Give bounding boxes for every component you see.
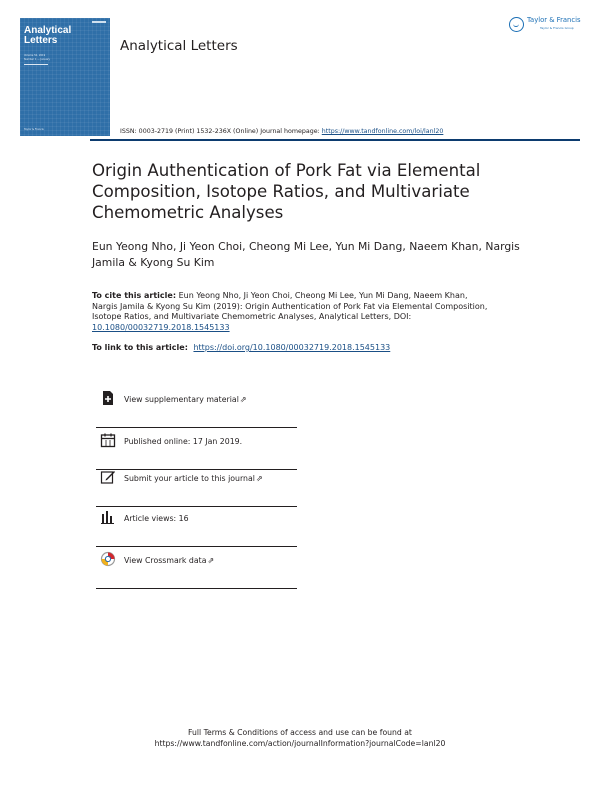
row-divider bbox=[96, 427, 297, 428]
journal-homepage-link[interactable]: https://www.tandfonline.com/loi/lanl20 bbox=[321, 128, 444, 135]
issn-line bbox=[120, 128, 443, 135]
edit-icon bbox=[100, 469, 116, 485]
external-link-icon: ⇗ bbox=[239, 395, 247, 404]
article-doi-link[interactable]: https://doi.org/10.1080/00032719.2018.1545133 bbox=[193, 343, 391, 352]
submit-link[interactable] bbox=[124, 474, 263, 483]
footer bbox=[0, 727, 600, 749]
info-row-published bbox=[96, 432, 297, 470]
info-row-submit[interactable] bbox=[96, 469, 297, 507]
published-date: Published online: 17 Jan 2019. bbox=[124, 437, 243, 446]
cover-divider bbox=[24, 64, 48, 65]
calendar-icon bbox=[100, 432, 116, 448]
row-divider bbox=[96, 546, 297, 547]
crossmark-label: View Crossmark data bbox=[124, 556, 207, 565]
external-link-icon: ⇗ bbox=[207, 556, 215, 565]
citation-block bbox=[92, 291, 492, 333]
link-line bbox=[92, 343, 390, 352]
row-divider bbox=[96, 506, 297, 507]
info-row-supplementary[interactable] bbox=[96, 390, 297, 428]
article-title[interactable]: Origin Authentication of Pork Fat via Elemental Composition, Isotope Ratios, and Multivariate Chemometric Analyses bbox=[92, 161, 481, 222]
cite-text: Eun Yeong Nho, Ji Yeon Choi, Cheong Mi Lee, Yun Mi Dang, Naeem Khan, Nargis Jamila & Kyong Su Kim (2019): Origin Authentication of Pork Fat via Elemental Composition, Isotope Ratios, and Multivariate Chemometric Analyses, Analytical Letters, DOI: bbox=[92, 291, 488, 322]
journal-name[interactable]: Analytical Letters bbox=[120, 38, 238, 54]
external-link-icon: ⇗ bbox=[255, 474, 263, 483]
issn-text: ISSN: 0003-2719 (Print) 1532-236X (Online) Journal homepage: bbox=[120, 128, 320, 135]
submit-label: Submit your article to this journal bbox=[124, 474, 255, 483]
link-label: To link to this article: bbox=[92, 343, 188, 352]
footer-terms-link[interactable]: https://www.tandfonline.com/action/journalInformation?journalCode=lanl20 bbox=[154, 739, 446, 748]
article-views: Article views: 16 bbox=[124, 514, 189, 523]
supplementary-label: View supplementary material bbox=[124, 395, 239, 404]
crossmark-link[interactable] bbox=[124, 556, 214, 565]
info-row-views bbox=[96, 509, 297, 547]
document-plus-icon bbox=[100, 390, 116, 406]
crossmark-icon bbox=[100, 551, 116, 567]
row-divider bbox=[96, 588, 297, 589]
cite-label: To cite this article: bbox=[92, 291, 177, 300]
info-row-crossmark[interactable] bbox=[96, 551, 297, 589]
bar-chart-icon bbox=[100, 509, 116, 525]
publisher-logo[interactable] bbox=[509, 16, 585, 38]
publisher-name: Taylor & Francis bbox=[527, 16, 581, 24]
cover-volume: Volume 52, 2019 bbox=[24, 54, 46, 57]
cover-title: Analytical Letters bbox=[24, 25, 72, 46]
cover-publisher: Taylor & Francis bbox=[24, 128, 44, 131]
header-divider bbox=[90, 139, 580, 141]
article-authors: Eun Yeong Nho, Ji Yeon Choi, Cheong Mi Lee, Yun Mi Dang, Naeem Khan, Nargis Jamila & Kyong Su Kim bbox=[92, 240, 520, 269]
cover-tag bbox=[92, 21, 106, 23]
journal-cover bbox=[20, 18, 110, 136]
publisher-tagline: Taylor & Francis Group bbox=[540, 26, 574, 30]
supplementary-link[interactable] bbox=[124, 395, 247, 404]
publisher-logo-icon bbox=[509, 17, 524, 32]
cite-doi-link[interactable]: 10.1080/00032719.2018.1545133 bbox=[92, 322, 230, 332]
cover-number: Number 1 — January bbox=[24, 58, 50, 61]
footer-terms-text: Full Terms & Conditions of access and use can be found at bbox=[188, 728, 412, 737]
